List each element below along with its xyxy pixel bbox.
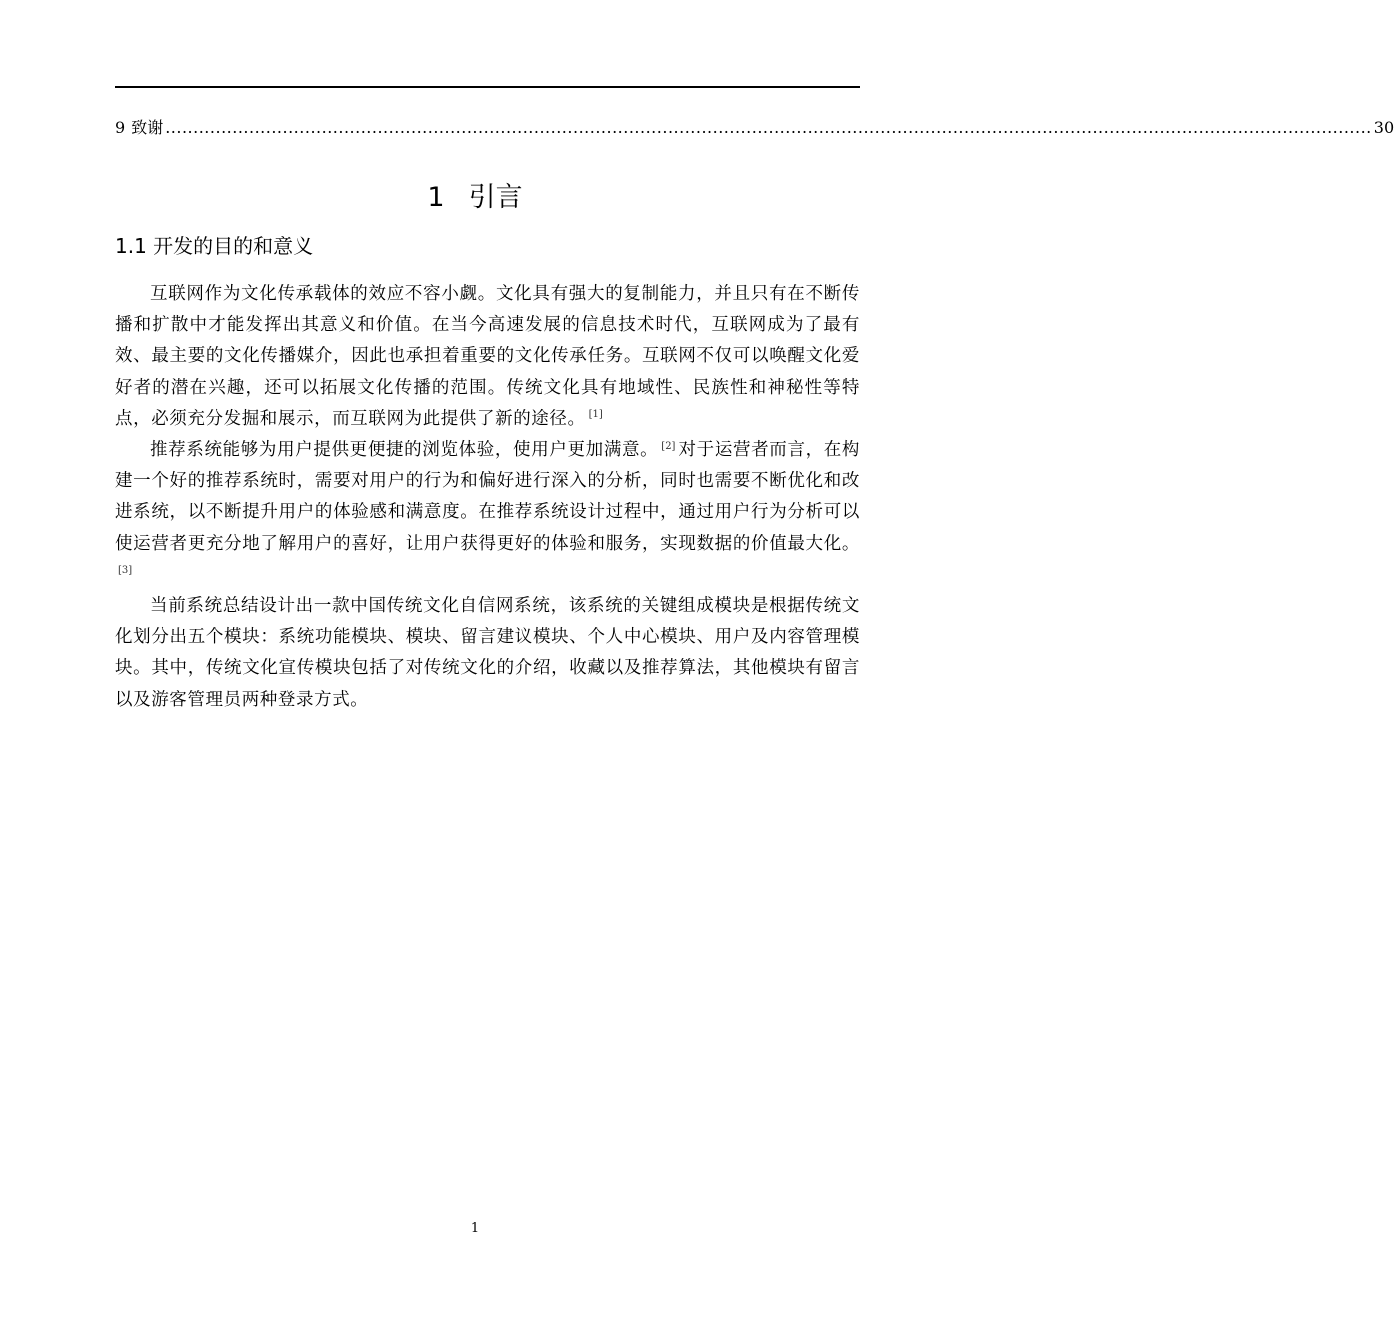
toc-entry-title: 致谢	[131, 118, 164, 137]
body-text	[115, 279, 860, 716]
paragraph-1	[115, 279, 860, 435]
paragraph-3-text: 当前系统总结设计出一款中国传统文化自信网系统，该系统的关键组成模块是根据传统文化划分出五个模块：系统功能模块、模块、留言建议模块、个人中心模块、用户及内容管理模块。其中，传统文化宣传模块包括了对传统文化的介绍，收藏以及推荐算法，其他模块有留言以及游客管理员两种登录方式。	[115, 596, 860, 710]
toc-dot-leader: ........................................................................................................................................................................................................................	[165, 118, 1372, 137]
chapter-title: 引言	[468, 182, 523, 213]
chapter-heading	[0, 180, 950, 216]
toc-entry-page: 30	[1373, 118, 1394, 137]
toc-entry-acknowledgements[interactable]	[115, 117, 1394, 139]
paragraph-2-text-before: 推荐系统能够为用户提供更便捷的浏览体验，使用户更加满意。	[150, 440, 659, 461]
chapter-number: 1	[427, 182, 445, 213]
paragraph-2-text-after: 对于运营者而言，在构建一个好的推荐系统时，需要对用户的行为和偏好进行深入的分析，同时也需要不断优化和改进系统，以不断提升用户的体验感和满意度。在推荐系统设计过程中，通过用户行为分析可以使运营者更充分地了解用户的喜好，让用户获得更好的体验和服务，实现数据的价值最大化。	[115, 440, 860, 554]
header-rule	[115, 86, 860, 88]
paragraph-1-text: 互联网作为文化传承载体的效应不容小觑。文化具有强大的复制能力，并且只有在不断传播和扩散中才能发挥出其意义和价值。在当今高速发展的信息技术时代，互联网成为了最有效、最主要的文化传播媒介，因此也承担着重要的文化传承任务。互联网不仅可以唤醒文化爱好者的潜在兴趣，还可以拓展文化传播的范围。传统文化具有地域性、民族性和神秘性等特点，必须充分发掘和展示，而互联网为此提供了新的途径。	[115, 284, 860, 429]
section-heading: 1.1 开发的目的和意义	[115, 234, 314, 258]
toc-entry-number: 9	[115, 118, 126, 137]
citation-3[interactable]: [3]	[118, 565, 133, 577]
citation-1[interactable]: [1]	[588, 409, 603, 421]
page-number: 1	[470, 1221, 480, 1236]
citation-2[interactable]: [2]	[661, 440, 676, 452]
paragraph-3	[115, 591, 860, 716]
paragraph-2	[115, 435, 860, 591]
